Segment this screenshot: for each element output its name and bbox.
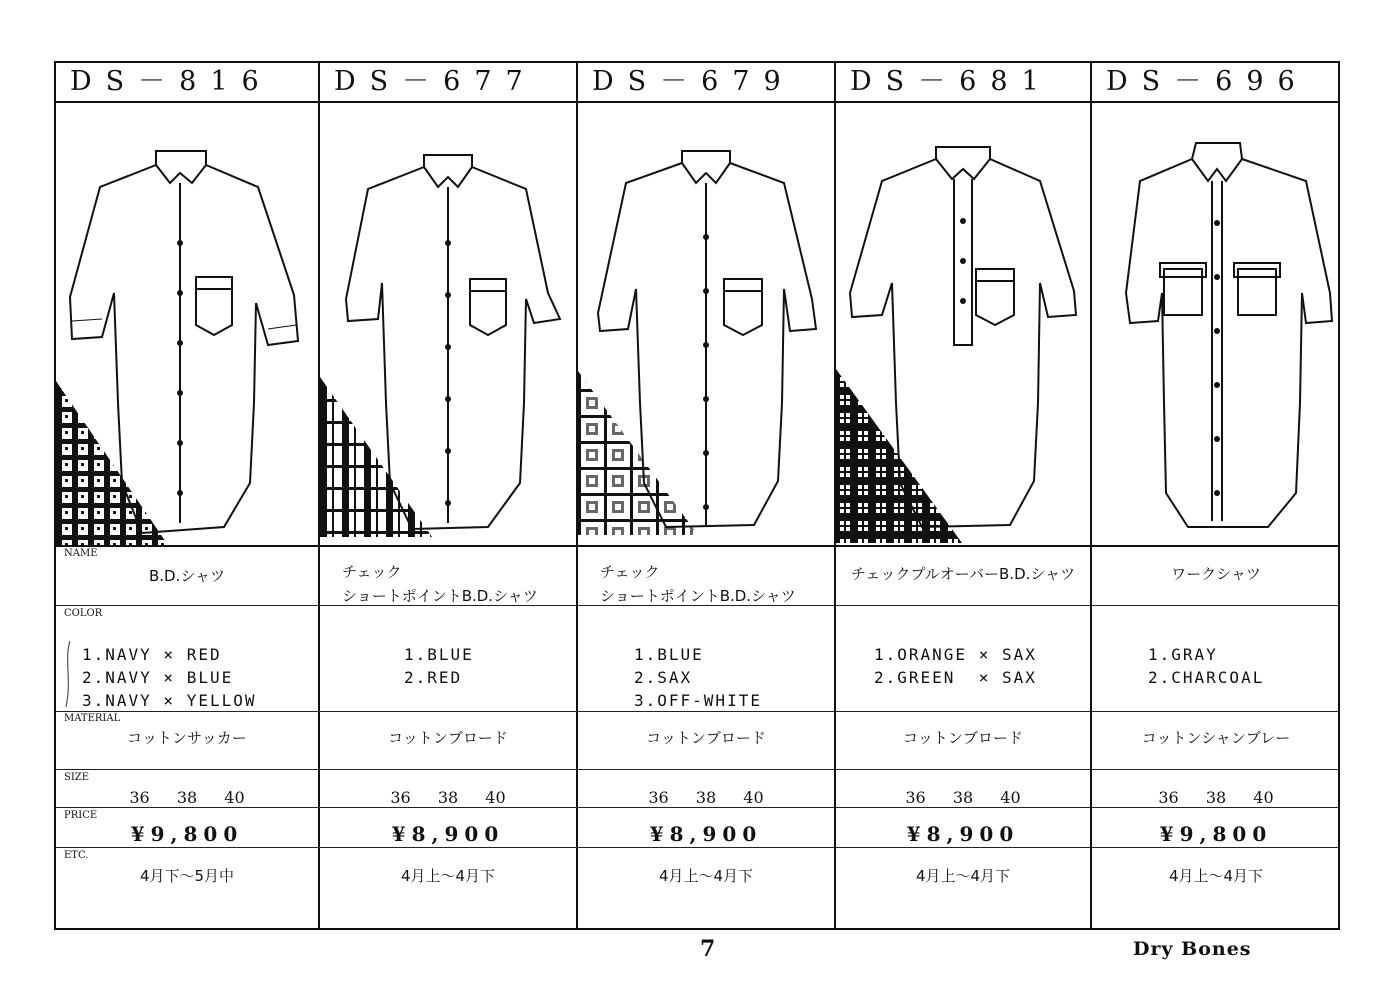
material-value: コットンブロード	[646, 729, 766, 747]
product-name: ワークシャツ	[1171, 565, 1261, 583]
color-list: 1.NAVY × RED 2.NAVY × BLUE 3.NAVY × YELLOW	[82, 645, 257, 710]
etc-value: 4月上～4月下	[400, 867, 496, 885]
etc-value: 4月上～4月下	[658, 867, 754, 885]
product-column-ds-679	[576, 63, 834, 928]
product-name: B.D.シャツ	[148, 567, 226, 585]
product-code: DS－677	[334, 66, 537, 97]
etc-label: ETC.	[64, 850, 89, 861]
material-value: コットンシャンブレー	[1141, 729, 1291, 747]
product-name-line2: ショートポイントB.D.シャツ	[342, 587, 538, 605]
material-value: コットンブロード	[903, 729, 1023, 747]
price-value: ¥8,900	[649, 822, 763, 846]
color-list: 1.GRAY 2.CHARCOAL	[1148, 645, 1265, 687]
fabric-swatch-icon	[578, 371, 698, 535]
price-label: PRICE	[64, 810, 98, 821]
size-values: 36 38 40	[1158, 788, 1274, 807]
etc-value: 4月上～4月下	[915, 867, 1011, 885]
product-code: DS－696	[1106, 66, 1309, 97]
product-column-ds-677	[318, 63, 576, 928]
price-value: ¥9,800	[1159, 822, 1273, 846]
shirt-illustration-icon	[836, 103, 1090, 545]
color-list: 1.BLUE 2.SAX 3.OFF-WHITE	[634, 645, 762, 710]
size-values: 36 38 40	[390, 788, 506, 807]
shirt-illustration-icon	[56, 103, 318, 545]
catalog-sheet	[54, 61, 1340, 930]
shirt-illustration-icon	[578, 103, 834, 545]
color-label: COLOR	[64, 608, 103, 619]
size-values: 36 38 40	[905, 788, 1021, 807]
etc-value: 4月上～4月下	[1168, 867, 1264, 885]
price-value: ¥9,800	[130, 822, 244, 846]
material-label: MATERIAL	[64, 713, 121, 724]
product-column-ds-681	[834, 63, 1090, 928]
fabric-swatch-icon	[56, 381, 168, 545]
product-code: DS－679	[592, 66, 795, 97]
color-list: 1.BLUE 2.RED	[404, 645, 474, 687]
size-values: 36 38 40	[129, 788, 245, 807]
fabric-swatch-icon	[320, 377, 432, 537]
product-code: DS－681	[850, 66, 1053, 97]
product-name-line1: チェック	[600, 563, 660, 581]
page-number: 7	[700, 936, 716, 962]
product-column-ds-696	[1090, 63, 1340, 928]
material-value: コットンサッカー	[127, 729, 247, 747]
product-code: DS－816	[70, 66, 273, 97]
price-value: ¥8,900	[391, 822, 505, 846]
price-value: ¥8,900	[906, 822, 1020, 846]
product-name-line2: ショートポイントB.D.シャツ	[600, 587, 796, 605]
name-label: NAME	[64, 548, 98, 559]
color-list: 1.ORANGE × SAX 2.GREEN × SAX	[874, 645, 1037, 687]
product-name: チェックプルオーバーB.D.シャツ	[850, 565, 1076, 583]
shirt-illustration-icon	[1092, 103, 1340, 545]
shirt-illustration-icon	[320, 103, 576, 545]
brand-name: Dry Bones	[1133, 938, 1252, 960]
material-value: コットンブロード	[388, 729, 508, 747]
product-name-line1: チェック	[342, 563, 402, 581]
size-values: 36 38 40	[648, 788, 764, 807]
product-column-ds-816	[56, 63, 318, 928]
etc-value: 4月下～5月中	[139, 867, 235, 885]
size-label: SIZE	[64, 772, 90, 783]
